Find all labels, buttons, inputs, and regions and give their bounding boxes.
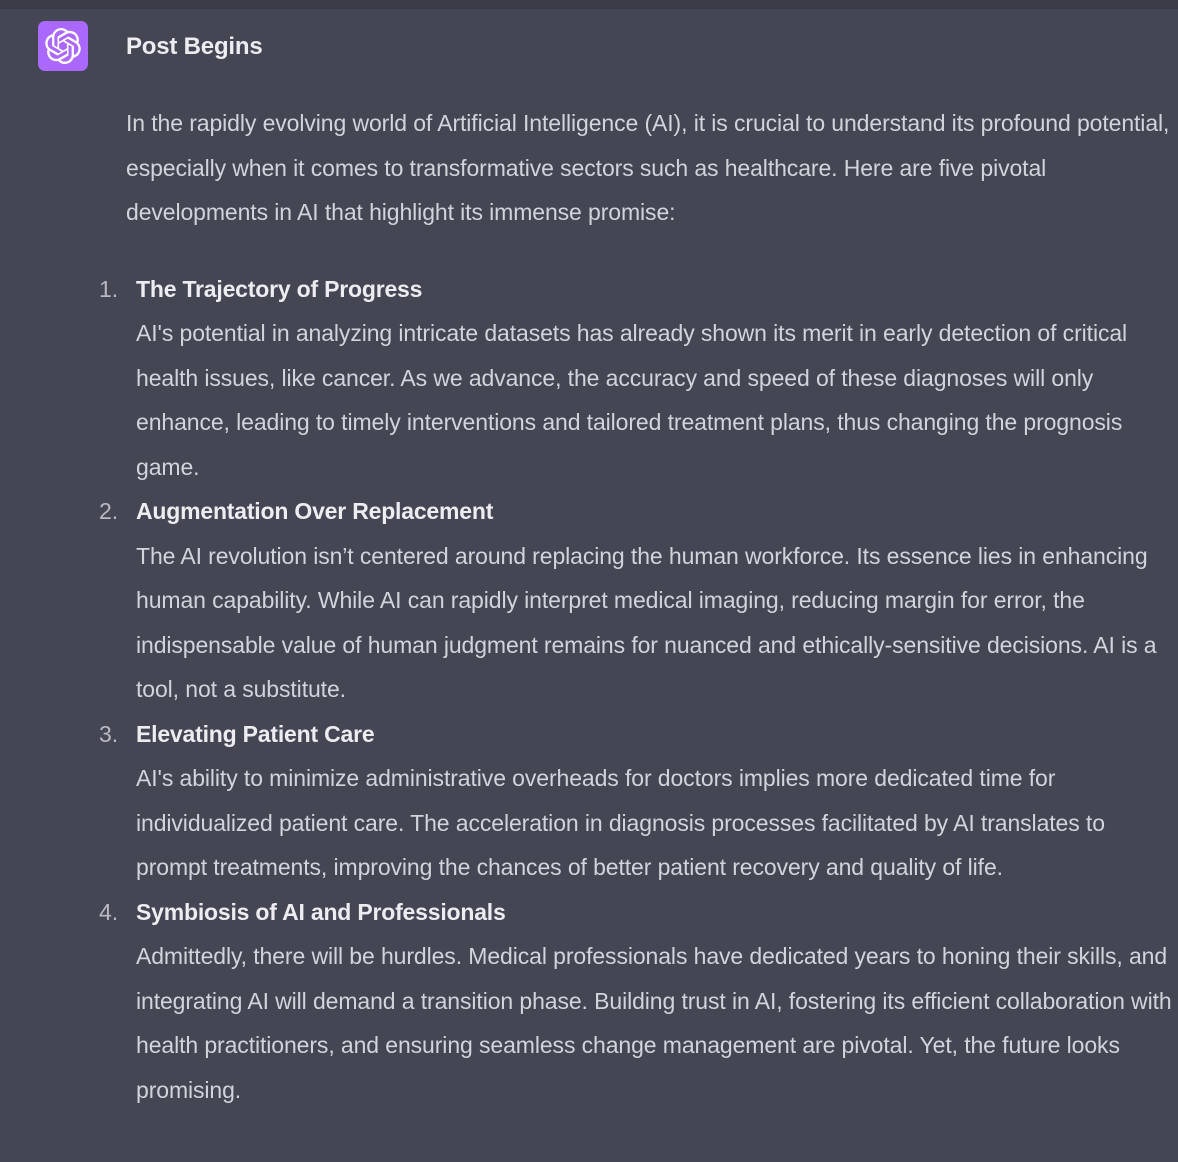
list-item <box>99 890 1172 1113</box>
intro-paragraph: In the rapidly evolving world of Artificial Intelligence (AI), it is crucial to understand its profound potential, especially when it comes to transformative sectors such as healthcare. Here are five pivotal developments in AI that highlight its immense promise: <box>126 110 1170 225</box>
top-divider <box>0 0 1178 9</box>
message-content <box>99 101 1174 1112</box>
list-item-number: 2. <box>99 498 118 524</box>
list-item-body: The AI revolution isn’t centered around replacing the human workforce. Its essence lies in enhancing human capability. While AI can rapidly interpret medical imaging, reducing margin for error, the indispensable value of human judgment remains for nuanced and ethically-sensitive decisions. AI is a tool, not a substitute. <box>136 542 1157 702</box>
page-title: Post Begins <box>126 33 263 60</box>
list-item-body: Admittedly, there will be hurdles. Medical professionals have dedicated years to honing their skills, and integrating AI will demand a transition phase. Building trust in AI, fostering its efficient collaboration with health practitioners, and ensuring seamless change management are pivotal. Yet, the future looks promising. <box>136 943 1172 1103</box>
list-item-body: AI's ability to minimize administrative overheads for doctors implies more dedicated time for individualized patient care. The acceleration in diagnosis processes facilitated by AI translates to prompt treatments, improving the chances of better patient recovery and quality of life. <box>136 765 1105 880</box>
list-item-number: 4. <box>99 898 118 925</box>
list-item-number: 1. <box>99 275 118 302</box>
list-item-title: Symbiosis of AI and Professionals <box>136 898 506 925</box>
list-item-title: The Trajectory of Progress <box>136 275 423 302</box>
list-item-title: Elevating Patient Care <box>136 720 375 747</box>
list-item <box>99 489 1172 712</box>
list-item <box>99 267 1172 490</box>
openai-logo-icon <box>45 28 81 64</box>
list-item <box>99 712 1172 890</box>
assistant-avatar <box>38 21 88 71</box>
list-item-number: 3. <box>99 720 118 747</box>
list-item-title: Augmentation Over Replacement <box>136 498 494 524</box>
numbered-list <box>99 267 1172 1113</box>
list-item-body: AI's potential in analyzing intricate datasets has already shown its merit in early detection of critical health issues, like cancer. As we advance, the accuracy and speed of these diagnoses will only enhance, leading to timely interventions and tailored treatment plans, thus changing the prognosis game. <box>136 320 1128 480</box>
